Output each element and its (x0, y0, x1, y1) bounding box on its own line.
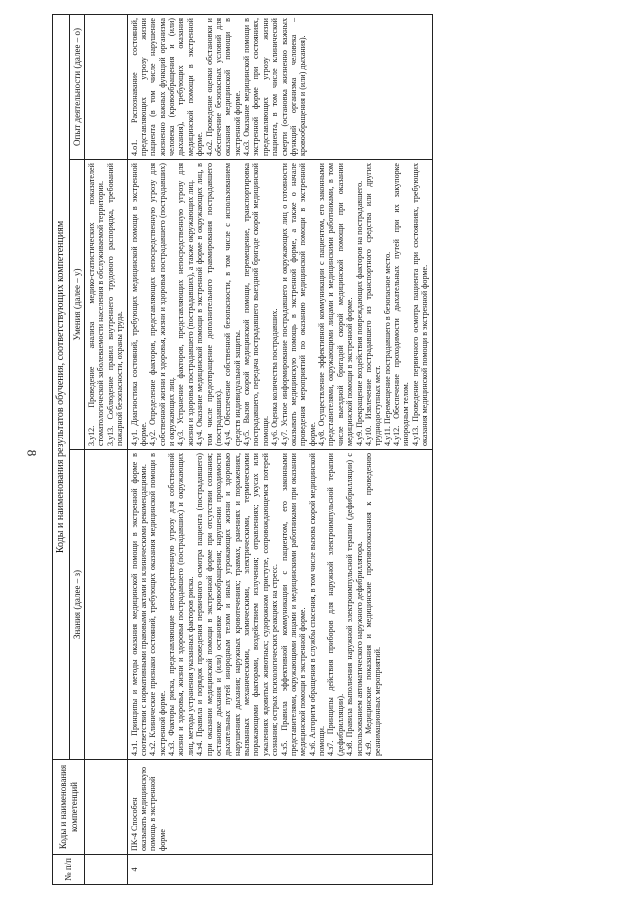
skill-item: 4.у5. Вызов скорой медицинской помощи, перемещение, транспортировка пострадавшего, передача пострадавшего выездной бригаде скорой медицинской помощи. (242, 163, 270, 446)
experience-item: 4.о2. Проведение оценки обстановки и обеспечение безопасных условий для оказания медицинской помощи в экстренной форме. (204, 18, 242, 156)
knowledge-item: 4.з3. Факторы риска, представляющие непосредственную угрозу для собственной жизни и здоровья, жизни и здоровья пострадавшего (пострадавших) и окружающих лиц, методы устранения указанных факторов риска. (167, 453, 195, 756)
cell-empty (85, 855, 128, 885)
cell-competency-code: ПК-4 Способен оказывать медицинскую помощь в экстренной форме (127, 760, 432, 855)
cell-prev-skills (85, 160, 128, 450)
header-experience: Опыт деятельности (далее – о) (69, 15, 84, 160)
header-skills: Умения (далее – у) (69, 160, 84, 450)
skill-item: 3.у12. Проведение анализа медико-статистических показателей стоматологической заболеваемости населения в обслуживаемой территории. (87, 163, 106, 446)
cell-knowledge (127, 450, 432, 760)
skill-item: 4.у3. Устранение факторов, представляющих непосредственную угрозу для жизни и здоровья пострадавшего (пострадавших), а также окружающих лиц. (176, 163, 195, 446)
experience-item: 4.о3. Оказание медицинской помощи в экстренной форме при состояниях, представляющих угрозу жизни пациента, в том числе клинической смерти (остановка жизненно важных функций организма человека – кровообращения и (или) дыхания). (242, 18, 308, 156)
header-knowledge: Знания (далее – з) (69, 450, 84, 760)
cell-skills (127, 160, 432, 450)
skill-item: 4.у6. Оценка количества пострадавших. (270, 308, 280, 446)
knowledge-item: 4.з8. Правила выполнения наружной электроимпульсной терапии (дефибрилляции) с использованием автоматического наружного дефибриллятора. (345, 453, 364, 756)
cell-experience (127, 15, 432, 160)
knowledge-item: 4.з6. Алгоритм обращения в службы спасения, в том числе вызова скорой медицинской помощи. (307, 453, 327, 756)
header-results-group: Коды и наименования результатов обучения, соответствующих компетенциям (53, 15, 70, 760)
knowledge-item: 4.з4. Правила и порядок проведения первичного осмотра пациента (пострадавшего) при оказании медицинской помощи в экстренной форме при отсутствии сознания; остановке дыхания и (или) остановке кровообращения; нарушении проходимости дыхательных путей инородным телом и иных угрожающих жизни и здоровью нарушениях дыхания; наружных кровотечениях; травмах, ранениях и поражениях, вызванных механическими, химическими, электрическими, термическими поражающими факторами, воздействием излучения; отравлениях; укусах или ужалениях ядовитых животных; судорожном приступе, сопровождающемся потерей сознания; острых психологических реакциях на стресс. (195, 453, 280, 756)
skill-item: 4.у10. Извлечение пострадавшего из транспортного средства или других труднодоступных мест. (363, 163, 383, 446)
table-header-row-1 (53, 15, 70, 885)
skill-item: 4.у11. Перемещение пострадавшего в безопасное место. (382, 251, 392, 446)
experience-item: 4.о1. Распознавание состояний, представляющих угрозу жизни пациента (в том числе нарушение жизненно важных функций организма человека (кровообращения и (или) дыхания), требующих оказания медицинской помощи в экстренной форме. (129, 18, 205, 156)
knowledge-item: 4.з1. Принципы и методы оказания медицинской помощи в экстренной форме в соответствии с нормативными правовыми актами и клиническими рекомендациями. (129, 453, 148, 756)
cell-empty (85, 450, 128, 760)
skill-item: 4.у4. Оказание медицинской помощи в экстренной форме в окружающих лиц, в том числе предотвращение дополнительного травмирования пострадавшего (пострадавших). (195, 163, 223, 446)
header-codes: Коды и наименования компетенций (53, 760, 85, 855)
skill-item: 4.у9. Прекращение воздействия повреждающих факторов на пострадавшего. (354, 180, 364, 446)
table-row-continued (85, 15, 128, 885)
skill-item: 4.у4. Обеспечение собственной безопасности, в том числе с использованием средств индивидуальной защиты. (223, 163, 242, 446)
page-number: 8 (24, 449, 40, 457)
rotated-page-content (52, 15, 612, 885)
cell-empty (85, 15, 128, 160)
competency-table (52, 14, 433, 885)
knowledge-item: 4.з5. Правила эффективной коммуникации с пациентом, его законными представителями, окружающими лицами и медицинскими работниками при оказании медицинской помощи в экстренной форме. (279, 453, 308, 756)
table-row-pk4 (127, 15, 432, 885)
skill-item: 3.у13. Соблюдение правил внутреннего трудового распорядка, требований пожарной безопасности, охраны труда. (105, 163, 125, 446)
skill-item: 4.у2. Определение факторов, представляющих непосредственную угрозу для собственной жизни и здоровья, жизни и здоровья пострадавшего (пострадавших) и окружающих лиц. (148, 163, 177, 446)
knowledge-item: 4.з2. Клинические признаки состояний, требующих оказания медицинской помощи в экстренной форме. (148, 453, 167, 756)
skill-item: 4.у8. Осуществление эффективной коммуникации с пациентом, его законными представителями, окружающими лицами и медицинскими работниками, в том числе выездной бригадой скорой медицинской помощи при оказании медицинской помощи в экстренной форме. (317, 163, 355, 446)
cell-row-number: 4 (127, 855, 432, 885)
table-header-row-2 (69, 15, 84, 885)
skill-item: 4.у13. Проведение первичного осмотра пациента при состояниях, требующих оказания медицинской помощи в экстренной форме. (410, 163, 430, 446)
cell-empty (85, 760, 128, 855)
knowledge-item: 4.з7. Принципы действия приборов для наружной электроимпульсной терапии (дефибрилляции). (326, 453, 345, 756)
header-num: № п/п (53, 855, 85, 885)
skill-item: 4.у1. Диагностика состояний, требующих медицинской помощи в экстренной форме. (129, 163, 148, 446)
skill-item: 4.у7. Устное информирование пострадавшего и окружающих лиц о готовности оказывать медицинскую помощь в экстренной форме, а также о начале проведения мероприятий по оказанию медицинской помощи в экстренной форме. (279, 163, 317, 446)
skill-item: 4.у12. Обеспечение проходимости дыхательных путей при их закупорке инородным телом. (392, 163, 411, 446)
knowledge-item: 4.з9. Медицинские показания и медицинские противопоказания к проведению реанимационных мероприятий. (363, 453, 383, 756)
